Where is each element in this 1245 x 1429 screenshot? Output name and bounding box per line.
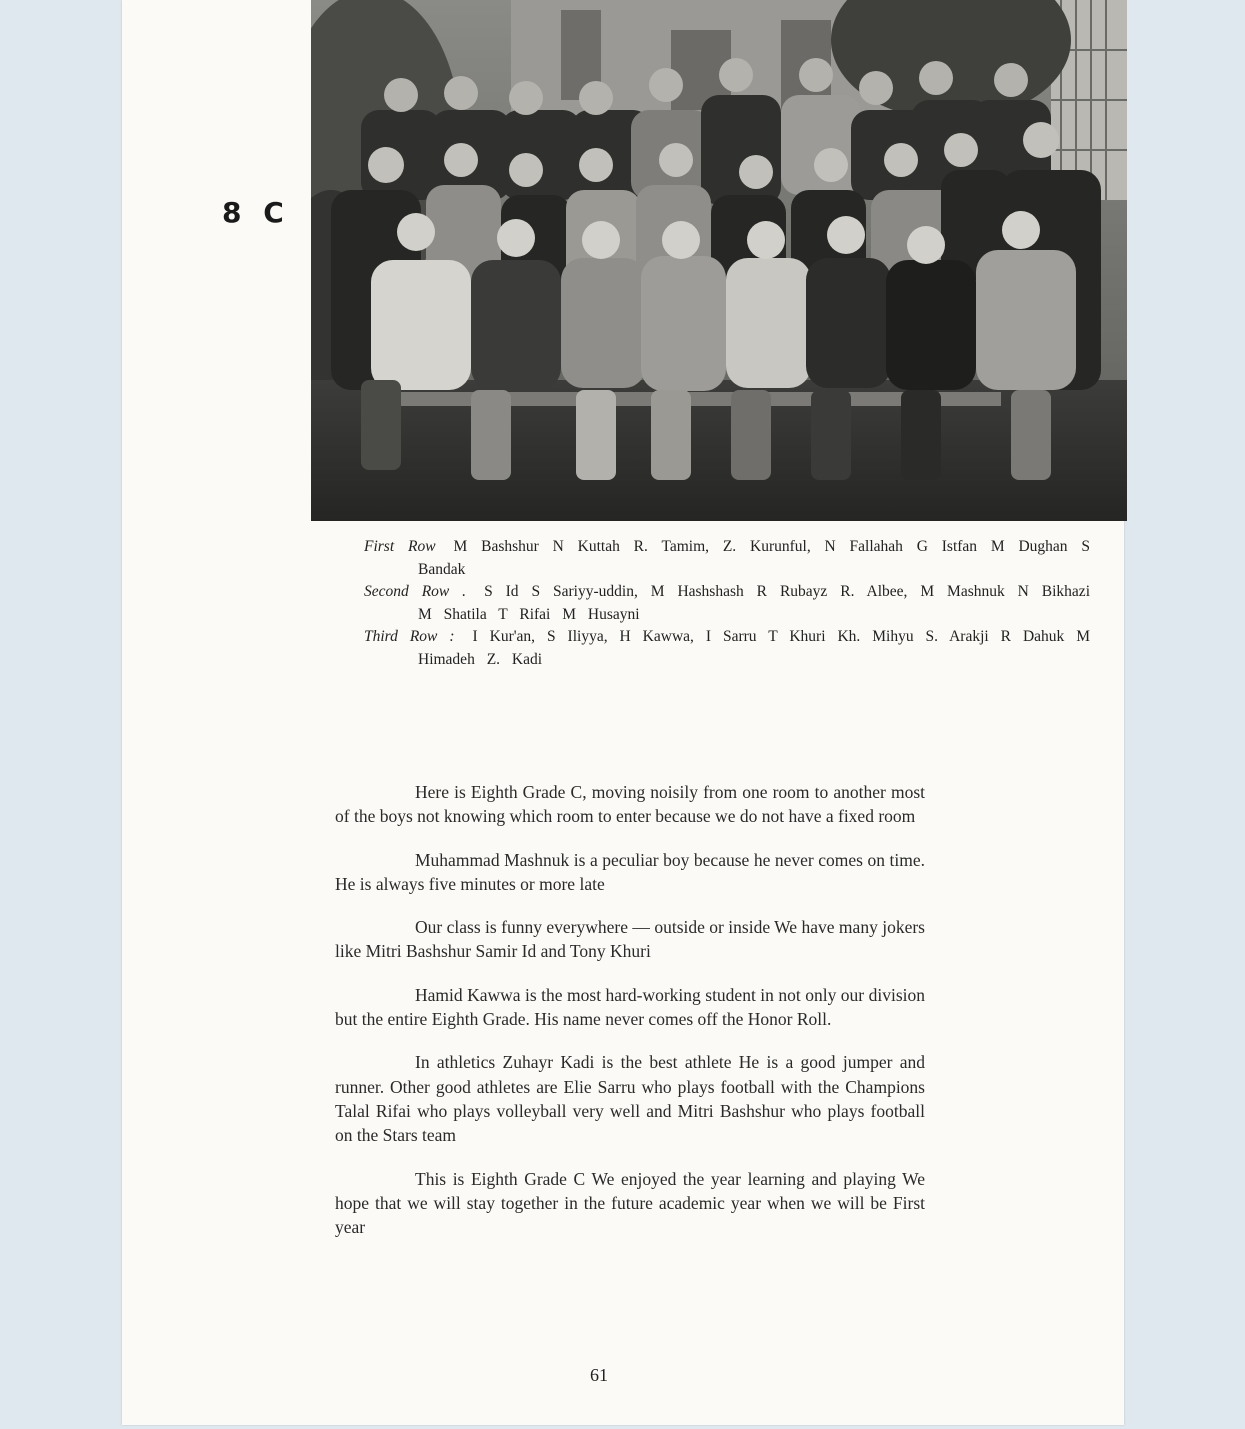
- caption-first-row: [364, 536, 1090, 581]
- caption-row-label: First Row: [364, 538, 436, 555]
- class-description: [335, 780, 925, 1258]
- paragraph: Muhammad Mashnuk is a peculiar boy because he never comes on time. He is always five minutes or more late: [335, 849, 925, 894]
- photo-illustration: [311, 0, 1127, 521]
- paragraph: Here is Eighth Grade C, moving noisily from one room to another most of the boys not knowing which room to enter because we do not have a fixed room: [335, 782, 925, 827]
- paragraph: In athletics Zuhayr Kadi is the best athlete He is a good jumper and runner. Other good athletes are Elie Sarru who plays football with the Champions Talal Rifai who plays volleyball very well and Mitri Bashshur who plays football on the Stars team: [335, 1052, 925, 1146]
- paragraph: Our class is funny everywhere — outside or inside We have many jokers like Mitri Bashshur Samir Id and Tony Khuri: [335, 917, 925, 962]
- caption-row-names: I Kur'an, S Iliyya, H Kawwa, I Sarru T Khuri Kh. Mihyu S. Arakji R Dahuk M Himadeh Z. Kadi: [418, 628, 1091, 668]
- paragraph: Hamid Kawwa is the most hard-working student in not only our division but the entire Eighth Grade. His name never comes off the Honor Roll.: [335, 984, 925, 1030]
- caption-row-names: S Id S Sariyy-uddin, M Hashshash R Rubayz R. Albee, M Mashnuk N Bikhazi M Shatila T Rifai M Husayni: [418, 583, 1090, 623]
- caption-second-row: [364, 581, 1090, 626]
- class-group-photo: [311, 0, 1127, 521]
- caption-row-names: M Bashshur N Kuttah R. Tamim, Z. Kurunful, N Fallahah G Istfan M Dughan S Bandak: [418, 538, 1090, 578]
- paragraph: This is Eighth Grade C We enjoyed the year learning and playing We hope that we will stay together in the future academic year when we will be First year: [335, 1168, 925, 1238]
- class-title: 8 C: [222, 196, 290, 229]
- page-number: 61: [590, 1365, 608, 1385]
- caption-row-label: Second Row .: [364, 583, 467, 601]
- caption-row-label: Third Row :: [364, 628, 455, 646]
- photo-caption: [364, 536, 1090, 672]
- caption-third-row: [364, 626, 1090, 671]
